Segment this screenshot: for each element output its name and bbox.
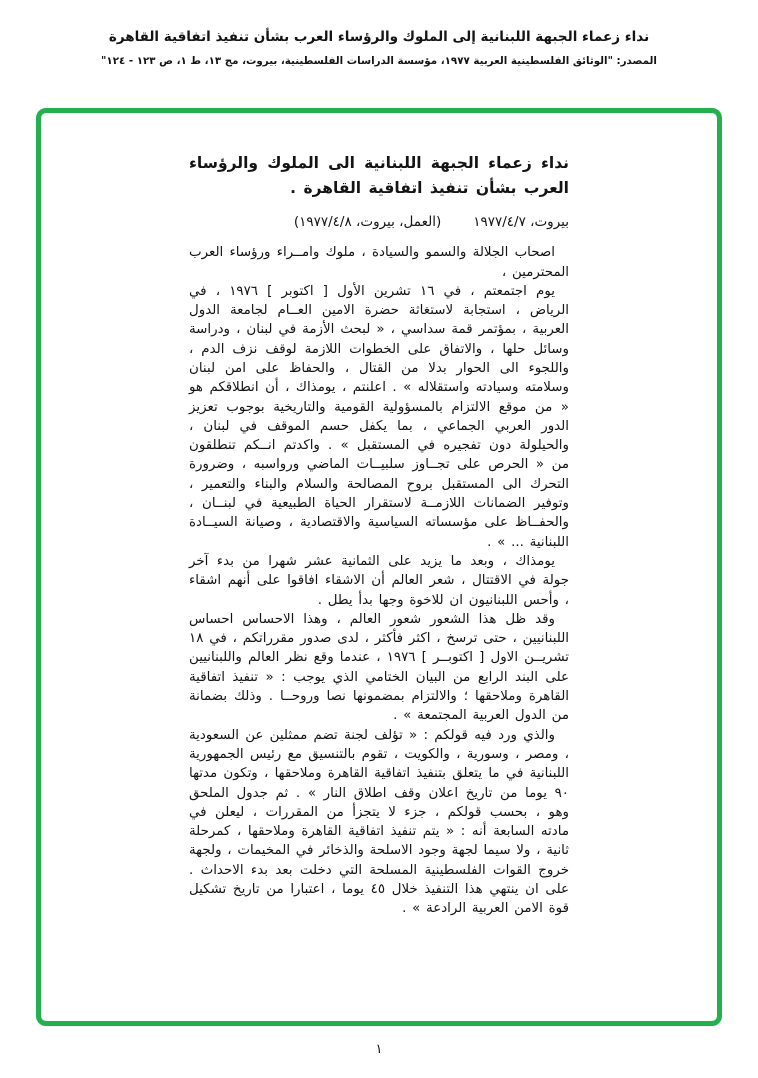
paragraph-committee: والذي ورد فيه قولكم : « تؤلف لجنة تضم ممثلين عن السعودية ، ومصر ، وسورية ، والكويت ، تقوم بالتنسيق مع رئيس الجمهورية اللبنانية في ما يتعلق بتنفيذ اتفاقية القاهرة وملاحقها ، وتكون مدتها ٩٠ يوما من تاريخ اعلان وقف اطلاق النار » . ثم جدول الملحق وهو ، بحسب قولكم ، جزء لا يتجزأ من المقررات ، ليعلن في مادته السابعة أنه : « يتم تنفيذ اتفاقية القاهرة وملاحقها ، كمرحلة ثانية ، ولا سيما لجهة وجود الاسلحة والذخائر في المخيمات ، ولجهة خروج القوات الفلسطينية المسلحة التي دخلت بعد بدء الاحداث . على ان ينتهي هذا التنفيذ خلال ٤٥ يوما ، اعتبارا من تاريخ تشكيل قوة الامن العربية الرادعة » . xyxy=(189,727,569,917)
page-title: نداء زعماء الجبهة اللبنانية إلى الملوك والرؤساء العرب بشأن تنفيذ اتفاقية القاهرة xyxy=(108,29,650,45)
dateline-place-date: بيروت، ١٩٧٧/٤/٧ xyxy=(473,214,569,231)
page-number: ١ xyxy=(375,1042,383,1057)
page-header xyxy=(0,0,758,69)
paragraph-fourth-clause: وقد ظل هذا الشعور شعور العالم ، وهذا الاحساس احساس اللبنانيين ، حتى ترسخ ، اكثر فأكثر ، لدى صدور مقرراتكم ، في ١٨ تشريــن الاول [ اكتوبــر ] ١٩٧٦ ، عندما وقع نظر العالم واللبنانيين على البند الرابع من البيان الختامي الذي يوجب : « تنفيذ اتفاقية القاهرة وملاحقها ؛ والالتزام بمضمونها نصا وروحــا . وذلك بضمانة من الدول العربية المجتمعة » . xyxy=(189,611,569,724)
dateline-publication: (العمل، بيروت، ١٩٧٧/٤/٨) xyxy=(293,214,442,231)
document-body xyxy=(189,243,569,918)
document-content xyxy=(189,151,569,919)
source-citation: المصدر: "الوثائق الفلسطينية العربية ١٩٧٧، مؤسسة الدراسات الفلسطينية، بيروت، مج ١٣، ط ١، ص ١٢٣ - ١٢٤" xyxy=(101,55,657,68)
document-frame xyxy=(36,108,722,1026)
paragraph-salutation: اصحاب الجلالة والسمو والسيادة ، ملوك وامــراء ورؤساء العرب المحترمين ، xyxy=(189,245,569,280)
paragraph-riyadh-summit: يوم اجتمعتم ، في ١٦ تشرين الأول [ اكتوبر ] ١٩٧٦ ، في الرياض ، استجابة لاستغاثة حضرة الامين العــام لجامعة الدول العربية ، بمؤتمر قمة سداسي ، « لبحث الأزمة في لبنان ، ودراسة وسائل حلها ، والاتفاق على الخطوات اللازمة لوقف نزف الدم ، واللجوء الى الحوار بدلا من القتال ، والحفاظ على امن لبنان وسلامته وسيادته واستقلاله » . اعلنتم ، يومذاك ، أن انطلاقكم هو « من موقع الالتزام بالمسؤولية القومية والتاريخية بوجوب تعزيز الدور العربي الجماعي ، بما يكفل حسم الموقف في لبنان ، والحيلولة دون تفجيره في المستقبل » . واكدتم انــكم تنطلقون من « الحرص على تجــاوز سلبيــات الماضي ورواسبه ، وضرورة التحرك الى المستقبل بروح المصالحة والسلام والبناء والتعمير ، وتوفير الضمانات اللازمــة لاستقرار الحياة الطبيعية في لبنــان ، والحفــاظ على مؤسساته السياسية والاقتصادية ، وصيانة السيــادة اللبنانية ... » . xyxy=(189,283,569,550)
paragraph-eighteen-months: يومذاك ، وبعد ما يزيد على الثمانية عشر شهرا من بدء آخر جولة في الاقتتال ، شعر العالم أن الاشقاء افاقوا على أنهم اشقاء ، وأحس اللبنانيون ان للاخوة وجها بدأ يطل . xyxy=(189,553,569,608)
dateline xyxy=(189,214,569,230)
document-title: نداء زعماء الجبهة اللبنانية الى الملوك والرؤساء العرب بشأن تنفيذ اتفاقية القاهرة . xyxy=(189,154,569,198)
